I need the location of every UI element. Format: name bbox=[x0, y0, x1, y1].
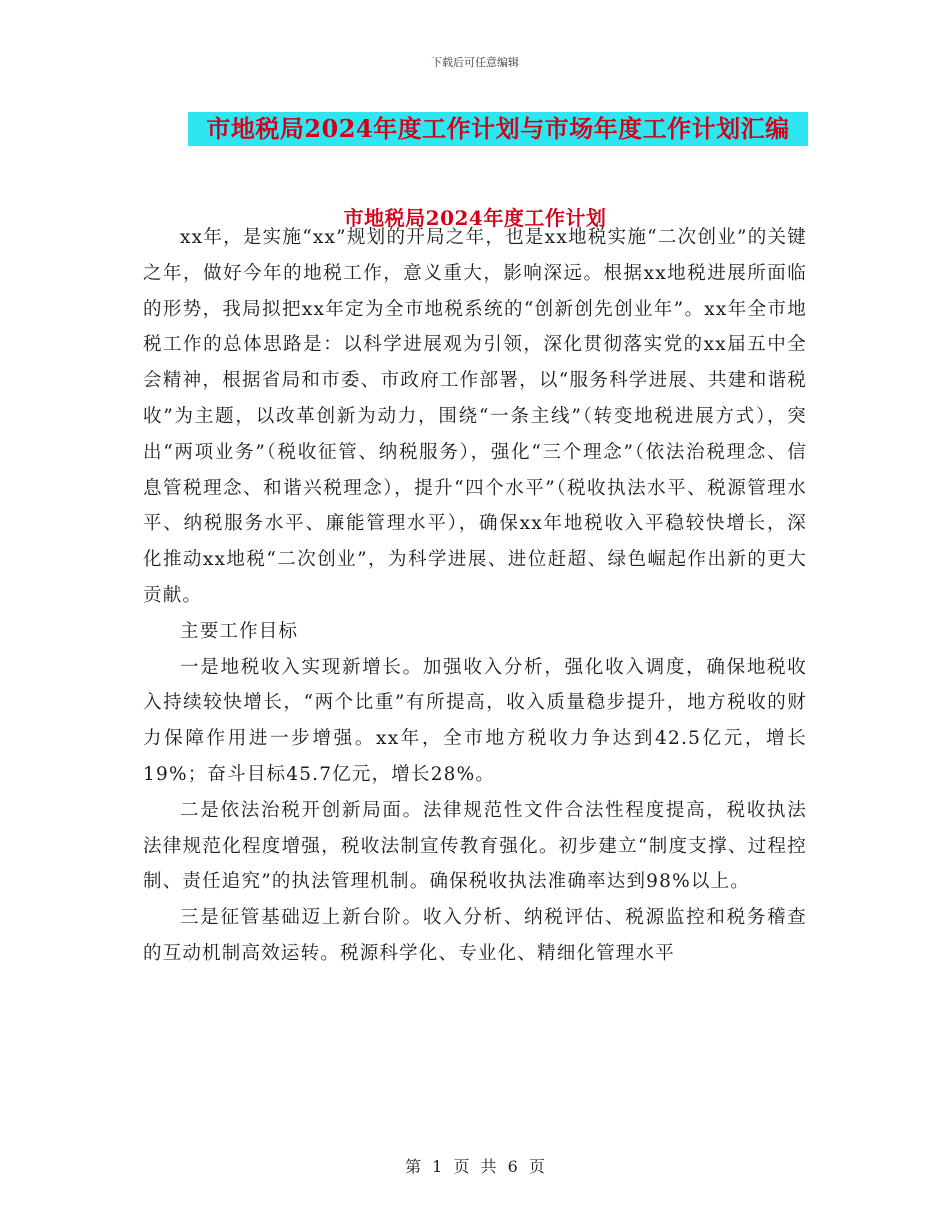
paragraph-goal-1: 一是地税收入实现新增长。加强收入分析，强化收入调度，确保地税收入持续较快增长，“两个比重”有所提高，收入质量稳步提升，地方税收的财力保障作用进一步增强。xx年，全市地方税收力争达到42.5亿元，增长19%；奋斗目标45.7亿元，增长28%。 bbox=[143, 656, 807, 785]
paragraph-intro: xx年，是实施“xx”规划的开局之年，也是xx地税实施“二次创业”的关键之年，做好今年的地税工作，意义重大，影响深远。根据xx地税进展所面临的形势，我局拟把xx年定为全市地税系统的“创新创先创业年”。xx年全市地税工作的总体思路是：以科学进展观为引领，深化贯彻落实党的xx届五中全会精神，根据省局和市委、市政府工作部署，以“服务科学进展、共建和谐税收”为主题，以改革创新为动力，围绕“一条主线”（转变地税进展方式），突出“两项业务”（税收征管、纳税服务），强化“三个理念”（依法治税理念、信息管税理念、和谐兴税理念），提升“四个水平”（税收执法水平、税源管理水平、纳税服务水平、廉能管理水平），确保xx年地税收入平稳较快增长，深化推动xx地税“二次创业”，为科学进展、进位赶超、绿色崛起作出新的更大贡献。 bbox=[143, 227, 807, 606]
paragraph-goal-3: 三是征管基础迈上新台阶。收入分析、纳税评估、税源监控和税务稽查的互动机制高效运转。税源科学化、专业化、精细化管理水平 bbox=[143, 907, 807, 964]
paragraph-goal-2: 二是依法治税开创新局面。法律规范性文件合法性程度提高，税收执法法律规范化程度增强，税收法制宣传教育强化。初步建立“制度支撑、过程控制、责任追究”的执法管理机制。确保税收执法准确率达到98%以上。 bbox=[143, 799, 807, 893]
page-header-note: 下载后可任意编辑 bbox=[431, 56, 519, 69]
section-title: 市地税局2024年度工作计划 bbox=[343, 206, 607, 230]
paragraph-heading: 主要工作目标 bbox=[180, 620, 299, 642]
body-text bbox=[143, 220, 807, 972]
document-title: 市地税局2024年度工作计划与市场年度工作计划汇编 bbox=[206, 114, 790, 143]
page-number: 第 1 页 共 6 页 bbox=[405, 1157, 545, 1176]
